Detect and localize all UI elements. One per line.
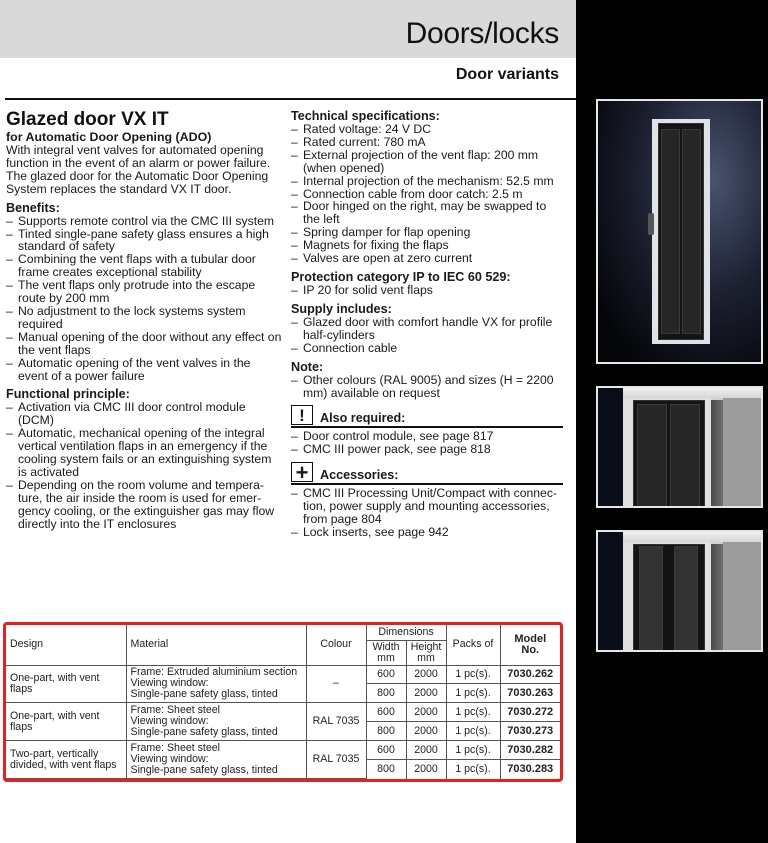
cell-height: 2000 [406, 741, 446, 760]
table-row [6, 703, 560, 722]
left-column [6, 110, 282, 536]
header-colour: Colour [306, 625, 366, 665]
cell-width: 800 [366, 722, 406, 741]
material-line: Single-pane safety glass, tinted [130, 764, 278, 777]
material-line: Frame: Sheet steel [130, 742, 220, 755]
exclamation-icon: ! [291, 405, 313, 425]
cell-colour: RAL 7035 [306, 703, 366, 741]
cell-height: 2000 [406, 722, 446, 741]
also-required-heading: Also required: [320, 411, 406, 426]
product-title: Glazed door VX IT [6, 109, 169, 130]
protection-list [291, 284, 563, 297]
cell-width: 800 [366, 760, 406, 779]
list-item: – No adjustment to the lock systems system required [6, 305, 282, 331]
also-required-list [291, 430, 563, 456]
cell-design: One-part, with vent flaps [6, 665, 126, 703]
material-line: Viewing window: [130, 753, 209, 766]
list-item: – Valves are open at zero current [291, 252, 563, 265]
cell-model-no: 7030.262 [500, 665, 560, 684]
cell-width: 800 [366, 684, 406, 703]
list-item: – Supports remote control via the CMC III system [6, 215, 282, 228]
cell-model-no: 7030.273 [500, 722, 560, 741]
material-line: Viewing window: [130, 715, 209, 728]
cell-width: 600 [366, 665, 406, 684]
cell-model-no: 7030.272 [500, 703, 560, 722]
list-item: – Glazed door with comfort handle VX for profile half-cylinders [291, 316, 563, 342]
list-item: – Automatic, mechanical opening of the integral vertical ventilation flaps in an emergency if the cooling system fails or an extinguishing system is activated [6, 427, 282, 479]
list-item: – Rated voltage: 24 V DC [291, 123, 563, 136]
cell-material [126, 703, 306, 741]
supply-includes-list [291, 316, 563, 355]
material-line: Single-pane safety glass, tinted [130, 688, 278, 701]
right-column [291, 110, 563, 545]
cell-width: 600 [366, 741, 406, 760]
cell-colour: – [306, 665, 366, 703]
cell-packs: 1 pc(s). [446, 722, 500, 741]
list-item: – Automatic opening of the vent valves in the event of a power failure [6, 357, 282, 383]
cell-colour: RAL 7035 [306, 741, 366, 779]
door-vent-flaps-closed-photo [596, 386, 763, 508]
list-item: – The vent flaps only protrude into the escape route by 200 mm [6, 279, 282, 305]
list-item: – Rated current: 780 mA [291, 136, 563, 149]
cell-packs: 1 pc(s). [446, 684, 500, 703]
header-packs-of: Packs of [446, 625, 500, 665]
header-design: Design [6, 625, 126, 665]
product-intro: With integral vent valves for automated opening function in the event of an alarm or power failure. The glazed door for the Automatic Door Opening System replaces the standard VX IT door. [6, 143, 271, 196]
list-item: – CMC III Processing Unit/Compact with connec-tion, power supply and mounting accessories, from page 804 [291, 487, 563, 526]
list-item: – External projection of the vent flap: 200 mm (when opened) [291, 149, 563, 175]
header-width: Width mm [366, 640, 406, 665]
list-item: – Connection cable from door catch: 2.5 m [291, 188, 563, 201]
benefits-list [6, 215, 282, 383]
cell-model-no: 7030.283 [500, 760, 560, 779]
list-item: – Internal projection of the mechanism: 52.5 mm [291, 175, 563, 188]
cell-packs: 1 pc(s). [446, 665, 500, 684]
material-line: Single-pane safety glass, tinted [130, 726, 278, 739]
header-band [0, 0, 576, 58]
material-line: Frame: Sheet steel [130, 704, 220, 717]
list-item: – Combining the vent flaps with a tubular door frame creates exceptional stability [6, 253, 282, 279]
product-table-highlight [3, 622, 563, 782]
list-item: – Depending on the room volume and tempera-ture, the air inside the room is used for emer-gency cooling, or the extinguisher gas may flow directly into the IT enclosures [6, 479, 282, 531]
cell-design: Two-part, vertically divided, with vent flaps [6, 741, 126, 779]
cell-height: 2000 [406, 665, 446, 684]
functional-principle-heading: Functional principle: [6, 387, 130, 402]
cell-width: 600 [366, 703, 406, 722]
protection-heading: Protection category IP to IEC 60 529: [291, 269, 511, 284]
list-item: – Activation via CMC III door control module (DCM) [6, 401, 282, 427]
header-height: Height mm [406, 640, 446, 665]
list-item: – Connection cable [291, 342, 563, 355]
material-line: Frame: Extruded aluminium section [130, 666, 298, 679]
cell-packs: 1 pc(s). [446, 741, 500, 760]
list-item: – CMC III power pack, see page 818 [291, 443, 563, 456]
section-title: Doors/locks [405, 17, 559, 50]
list-item: – Door hinged on the right, may be swapped to the left [291, 200, 563, 226]
cell-packs: 1 pc(s). [446, 760, 500, 779]
note-heading: Note: [291, 359, 324, 374]
cell-material [126, 741, 306, 779]
cell-height: 2000 [406, 703, 446, 722]
cell-material [126, 665, 306, 703]
product-table [6, 625, 560, 779]
also-required-header [291, 405, 563, 428]
list-item: – Spring damper for flap opening [291, 226, 563, 239]
cell-model-no: 7030.263 [500, 684, 560, 703]
accessories-heading: Accessories: [320, 468, 399, 483]
accessories-list [291, 487, 563, 539]
material-line: Viewing window: [130, 677, 209, 690]
note-list [291, 374, 563, 400]
cell-packs: 1 pc(s). [446, 703, 500, 722]
door-handle-icon [648, 213, 654, 235]
cell-model-no: 7030.282 [500, 741, 560, 760]
header-model-no: Model No. [500, 625, 560, 665]
list-item: – Magnets for fixing the flaps [291, 239, 563, 252]
cell-design: One-part, with vent flaps [6, 703, 126, 741]
list-item: – Manual opening of the door without any effect on the vent flaps [6, 331, 282, 357]
header-material: Material [126, 625, 306, 665]
header-dimensions: Dimensions [366, 625, 446, 640]
product-subtitle: for Automatic Door Opening (ADO) [6, 130, 212, 144]
supply-includes-heading: Supply includes: [291, 301, 392, 316]
table-row [6, 741, 560, 760]
cell-height: 2000 [406, 684, 446, 703]
list-item: – Lock inserts, see page 942 [291, 526, 563, 539]
cell-height: 2000 [406, 760, 446, 779]
table-row [6, 665, 560, 684]
glazed-door-closed-photo [596, 99, 763, 364]
benefits-heading: Benefits: [6, 200, 60, 215]
list-item: – Door control module, see page 817 [291, 430, 563, 443]
tech-specs-heading: Technical specifications: [291, 109, 440, 123]
list-item: – Other colours (RAL 9005) and sizes (H = 2200 mm) available on request [291, 374, 563, 400]
accessories-header [291, 459, 563, 485]
list-item: – Tinted single-pane safety glass ensures a high standard of safety [6, 228, 282, 254]
list-item: – IP 20 for solid vent flaps [291, 284, 563, 297]
plus-icon: + [291, 462, 313, 482]
section-subtitle: Door variants [455, 66, 559, 83]
header-divider [5, 98, 576, 100]
functional-principle-list [6, 401, 282, 530]
tech-specs-list [291, 123, 563, 265]
door-vent-flaps-open-photo [596, 530, 763, 652]
